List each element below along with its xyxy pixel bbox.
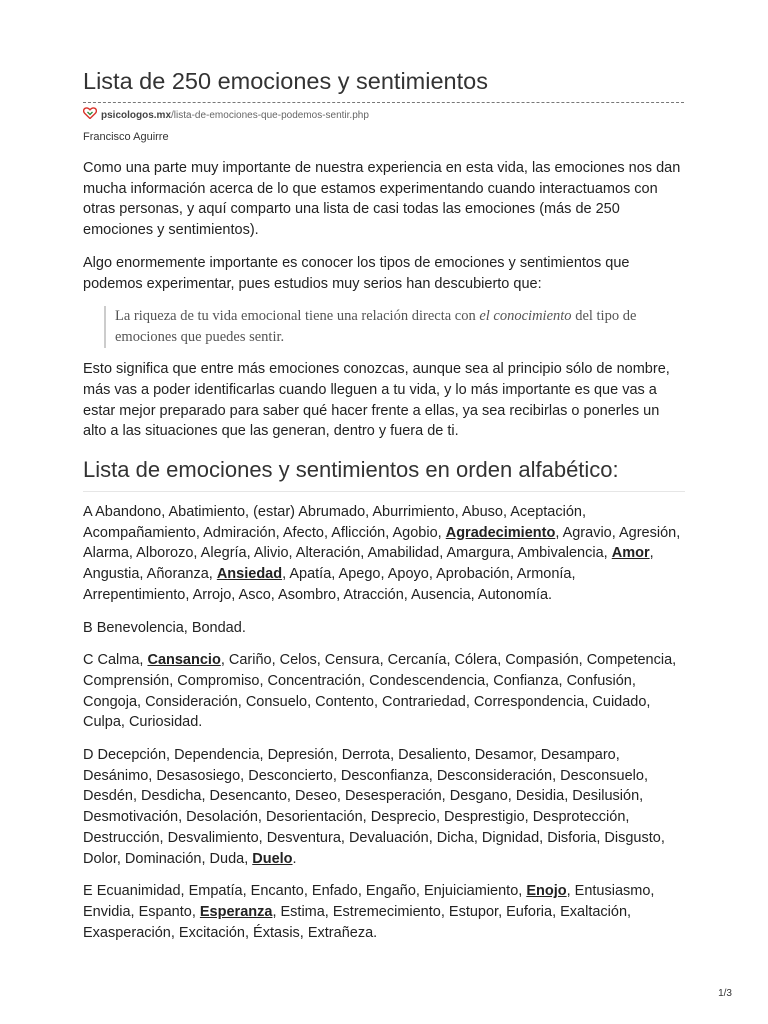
emotions-text: , Estima, Estremecimiento, Estupor, Euforia, Exaltación, Exasperación, Excitación, Éxtasis, Extrañeza. <box>83 903 632 941</box>
link-duelo[interactable]: Duelo <box>252 850 293 867</box>
link-cansancio[interactable]: Cansancio <box>147 652 221 669</box>
title-divider <box>83 102 684 103</box>
emotions-text: , Angustia, Añoranza, <box>83 545 654 583</box>
link-enojo[interactable]: Enojo <box>526 883 567 900</box>
emotions-letter-c <box>83 650 685 733</box>
site-logo-icon <box>83 107 97 124</box>
emotions-text: , Apatía, Apego, Apoyo, Aprobación, Armonía, Arrepentimiento, Arrojo, Asco, Asombro, Atracción, Ausencia, Autonomía. <box>83 566 576 603</box>
intro-paragraph-2: Algo enormemente importante es conocer los tipos de emociones y sentimientos que podemos experimentar, pues estudios muy serios han descubierto que: <box>83 254 630 292</box>
emotions-letter-b: B Benevolencia, Bondad. <box>83 619 246 636</box>
quote-emphasis: el conocimiento <box>479 308 572 325</box>
source-path[interactable]: /lista-de-emociones-que-podemos-sentir.php <box>171 110 369 122</box>
emotions-text: . <box>292 850 297 867</box>
intro-paragraph-1: Como una parte muy importante de nuestra experiencia en esta vida, las emociones nos dan mucha información acerca de lo que estamos experimentando cuando interactuamos con otras personas, y aquí comparto una lista de casi todas las emociones (más de 250 emociones y sentimientos). <box>83 160 681 239</box>
emotions-text: , Cariño, Celos, Censura, Cercanía, Cólera, Compasión, Competencia, Comprensión, Compromiso, Concentración, Condescendencia, Confianza, Confusión, Congoja, Consideración, Consuelo, Contento, Contrariedad, Correspondencia, Cuidado, Culpa, Curiosidad. <box>83 652 677 731</box>
quote-text-end: del tipo de emociones que puedes sentir. <box>115 308 637 346</box>
emotions-text: , Agravio, Agresión, Alarma, Alborozo, Alegría, Alivio, Alteración, Amabilidad, Amargura, Ambivalencia, <box>83 524 681 562</box>
emotions-text: D Decepción, Dependencia, Depresión, Derrota, Desaliento, Desamor, Desamparo, Desánimo, Desasosiego, Desconcierto, Desconfianza, Desconsideración, Desconsuelo, Desdén, Desdicha, Desencanto, Deseo, Desesperación, Desgano, Desidia, Desilusión, Desmotivación, Desolación, Desorientación, Desprecio, Desprestigio, Desprotección, Destrucción, Desvalimiento, Desventura, Devaluación, Dicha, Dignidad, Disforia, Disgusto, Dolor, Dominación, Duda, <box>83 747 665 867</box>
quote-text: La riqueza de tu vida emocional tiene una relación directa con <box>115 308 480 325</box>
author-name: Francisco Aguirre <box>83 131 169 143</box>
emotions-letter-d <box>83 745 685 869</box>
emotions-letter-e <box>83 881 685 943</box>
link-amor[interactable]: Amor <box>611 545 650 562</box>
emotions-text: C Calma, <box>83 652 148 669</box>
intro-paragraph-3: Esto significa que entre más emociones conozcas, aunque sea al principio sólo de nombre, más vas a poder identificarlas cuando lleguen a tu vida, y lo más importante es que vas a estar mejor preparado para saber qué hacer frente a ellas, ya sea recibirlas o ponerles un alto a las situaciones que las generan, dentro y fuera de ti. <box>83 361 670 440</box>
article-body <box>83 158 685 955</box>
source-domain[interactable]: psicologos.mx <box>101 110 172 122</box>
emotions-letter-a <box>83 502 685 606</box>
link-esperanza[interactable]: Esperanza <box>199 903 273 920</box>
blockquote <box>104 306 685 348</box>
page-title: Lista de 250 emociones y sentimientos <box>83 68 488 94</box>
source-line <box>83 107 369 121</box>
page-number: 1/3 <box>718 988 732 999</box>
link-ansiedad[interactable]: Ansiedad <box>216 566 283 583</box>
link-agradecimiento[interactable]: Agradecimiento <box>445 524 556 541</box>
emotions-text: E Ecuanimidad, Empatía, Encanto, Enfado, Engaño, Enjuiciamiento, <box>83 883 527 900</box>
emotions-text: , Entusiasmo, Envidia, Espanto, <box>83 883 655 920</box>
section-heading: Lista de emociones y sentimientos en orden alfabético: <box>83 456 685 492</box>
emotions-text: A Abandono, Abatimiento, (estar) Abrumado, Aburrimiento, Abuso, Aceptación, Acompañamiento, Admiración, Afecto, Aflicción, Agobio, <box>83 504 586 541</box>
